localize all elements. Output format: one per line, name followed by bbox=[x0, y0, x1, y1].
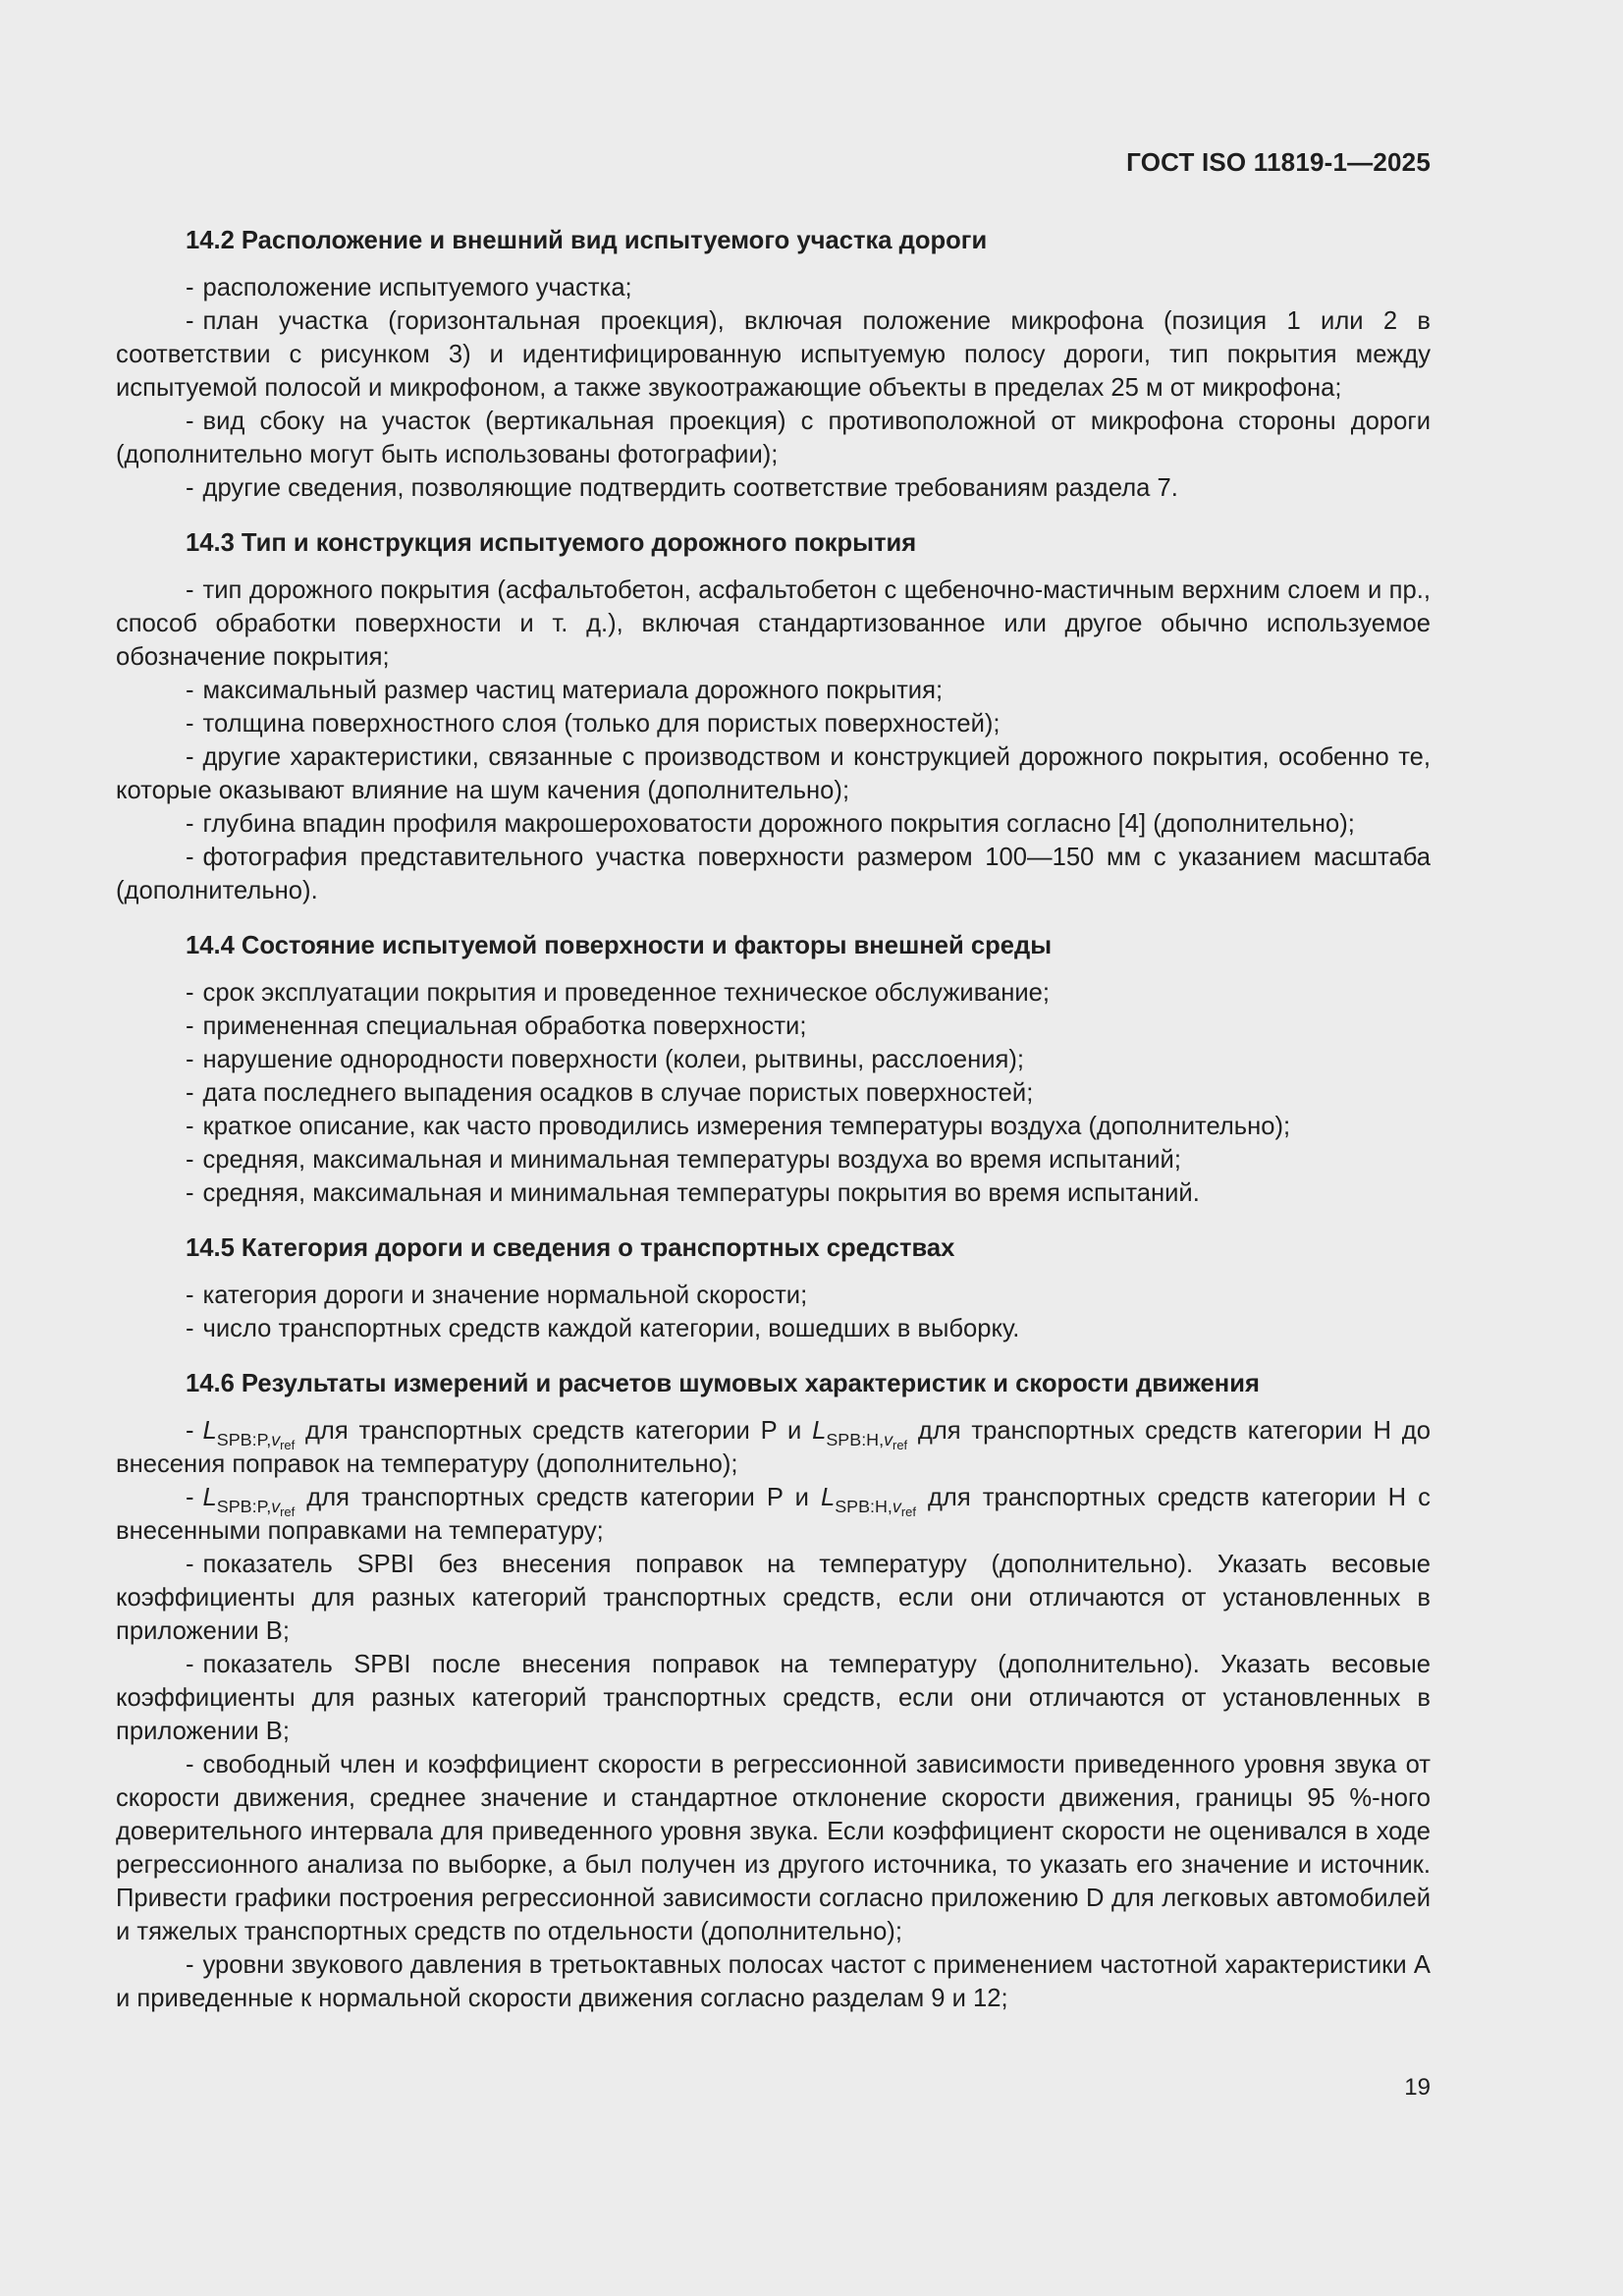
list-item: - средняя, максимальная и минимальная температуры покрытия во время испытаний. bbox=[186, 1179, 1200, 1207]
section-title: 14.3 Тип и конструкция испытуемого дорожного покрытия bbox=[186, 529, 917, 557]
section-14-6 bbox=[116, 1367, 1431, 2015]
list-item: - дата последнего выпадения осадков в случае пористых поверхностей; bbox=[186, 1079, 1034, 1107]
list-item: - срок эксплуатации покрытия и проведенное техническое обслуживание; bbox=[186, 979, 1051, 1007]
section-14-5 bbox=[116, 1231, 1431, 1345]
section-14-3 bbox=[116, 526, 1431, 907]
list-item: - показатель SPBI без внесения поправок на температуру (дополнительно). Указать весовые коэффициенты для разных категорий транспортных средств, если они отличаются от установленных в приложении B; bbox=[116, 1551, 1431, 1645]
level-symbol-h: $L_{SPB:H,v_{ref}}$ bbox=[812, 1417, 908, 1452]
list-item: - другие характеристики, связанные с производством и конструкцией дорожного покрытия, особенно те, которые оказывают влияние на шум качения (дополнительно); bbox=[116, 743, 1431, 804]
level-symbol-p: $L_{SPB:P,v_{ref}}$ bbox=[202, 1484, 296, 1519]
list-item: - тип дорожного покрытия (асфальтобетон, асфальтобетон с щебеночно-мастичным верхним слоем и пр., способ обработки поверхности и т. д.), включая стандартизованное или другое обычно используемое обозначение покрытия; bbox=[116, 576, 1431, 671]
list-item: - $L_{SPB:P,v_{ref}}$ для транспортных средств категории P и $L_{SPB:H,v_{ref}}$ для транспортных средств категории H с внесенными поправками на температуру; bbox=[116, 1484, 1431, 1545]
level-symbol-p: $L_{SPB:P,v_{ref}}$ bbox=[202, 1417, 296, 1452]
list-item: - свободный член и коэффициент скорости в регрессионной зависимости приведенного уровня звука от скорости движения, среднее значение и стандартное отклонение скорости движения, границы 95 %-ного доверительного интервала для приведенного уровня звука. Если коэффициент скорости не оценивался в ходе регрессионного анализа по выборке, а был получен из другого источника, то указать его значение и источник. Привести графики построения регрессионной зависимости согласно приложению D для легковых автомобилей и тяжелых транспортных средств по отдельности (дополнительно); bbox=[116, 1751, 1431, 1945]
report-content bbox=[116, 224, 1431, 2037]
list-item: - число транспортных средств каждой категории, вошедших в выборку. bbox=[186, 1315, 1020, 1342]
section-title: 14.5 Категория дороги и сведения о транспортных средствах bbox=[186, 1234, 955, 1262]
page-number: 19 bbox=[1404, 2074, 1431, 2101]
section-14-4 bbox=[116, 929, 1431, 1210]
list-item: - план участка (горизонтальная проекция), включая положение микрофона (позиция 1 или 2 в соответствии с рисунком 3) и идентифицированную испытуемую полосу дороги, тип покрытия между испытуемой полосой и микрофоном, а также звукоотражающие объекты в пределах 25 м от микрофона; bbox=[116, 307, 1431, 402]
list-item: - вид сбоку на участок (вертикальная проекция) с противоположной от микрофона стороны дороги (дополнительно могут быть использованы фотографии); bbox=[116, 408, 1431, 468]
list-item: - примененная специальная обработка поверхности; bbox=[186, 1012, 807, 1040]
section-title: 14.4 Состояние испытуемой поверхности и факторы внешней среды bbox=[186, 932, 1053, 959]
list-item: - другие сведения, позволяющие подтвердить соответствие требованиям раздела 7. bbox=[186, 474, 1178, 502]
list-item: - толщина поверхностного слоя (только для пористых поверхностей); bbox=[186, 710, 1001, 738]
standard-code-header: ГОСТ ISO 11819-1—2025 bbox=[1126, 147, 1431, 177]
list-item: - средняя, максимальная и минимальная температуры воздуха во время испытаний; bbox=[186, 1146, 1181, 1174]
list-item: - уровни звукового давления в третьоктавных полосах частот с применением частотной характеристики A и приведенные к нормальной скорости движения согласно разделам 9 и 12; bbox=[116, 1951, 1431, 2012]
level-symbol-h: $L_{SPB:H,v_{ref}}$ bbox=[820, 1484, 916, 1519]
list-item: - глубина впадин профиля макрошероховатости дорожного покрытия согласно [4] (дополнительно); bbox=[186, 810, 1355, 838]
list-item: - фотография представительного участка поверхности размером 100—150 мм с указанием масштаба (дополнительно). bbox=[116, 844, 1431, 904]
list-item: - $L_{SPB:P,v_{ref}}$ для транспортных средств категории P и $L_{SPB:H,v_{ref}}$ для транспортных средств категории H до внесения поправок на температуру (дополнительно); bbox=[116, 1417, 1431, 1478]
section-title: 14.2 Расположение и внешний вид испытуемого участка дороги bbox=[186, 227, 988, 254]
list-item: - расположение испытуемого участка; bbox=[186, 274, 632, 301]
section-14-2 bbox=[116, 224, 1431, 505]
list-item: - максимальный размер частиц материала дорожного покрытия; bbox=[186, 677, 944, 704]
list-item: - нарушение однородности поверхности (колеи, рытвины, расслоения); bbox=[186, 1046, 1025, 1073]
list-item: - показатель SPBI после внесения поправок на температуру (дополнительно). Указать весовые коэффициенты для разных категорий транспортных средств, если они отличаются от установленных в приложении B; bbox=[116, 1651, 1431, 1745]
list-item: - краткое описание, как часто проводились измерения температуры воздуха (дополнительно); bbox=[186, 1113, 1291, 1140]
section-title: 14.6 Результаты измерений и расчетов шумовых характеристик и скорости движения bbox=[186, 1370, 1260, 1397]
list-item: - категория дороги и значение нормальной скорости; bbox=[186, 1282, 808, 1309]
